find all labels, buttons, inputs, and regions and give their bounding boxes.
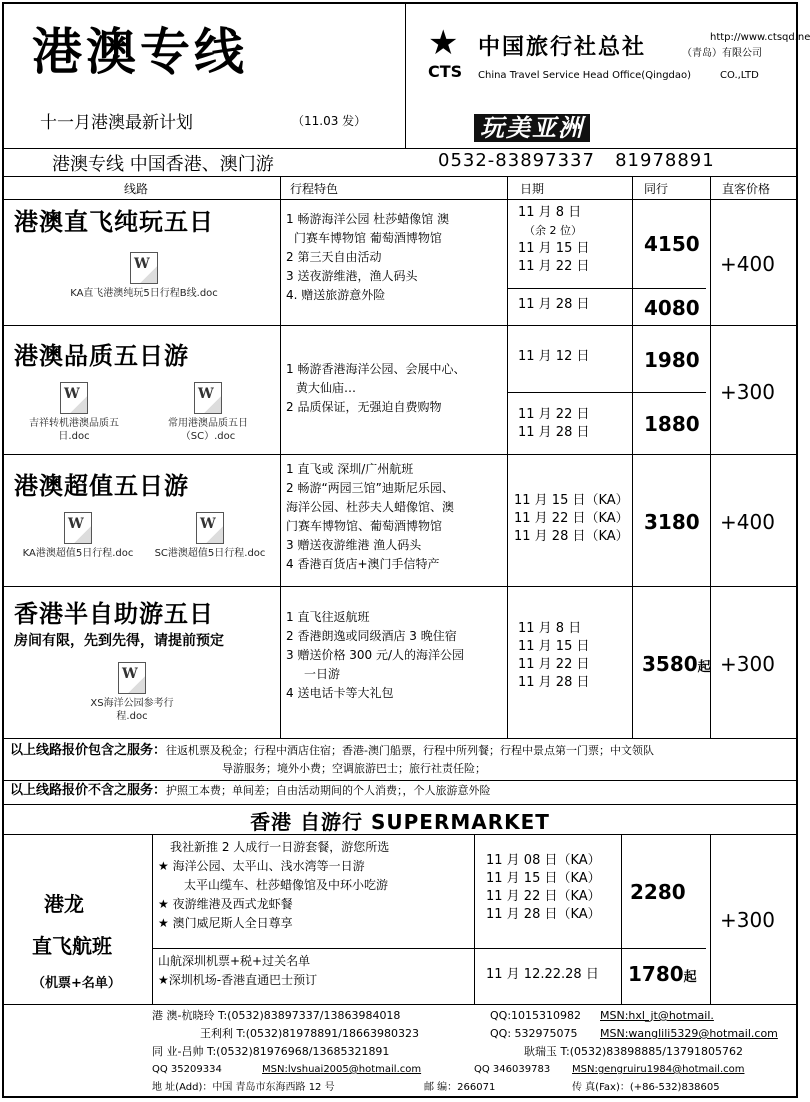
doc-label: XS海洋公园参考行程.doc — [90, 698, 174, 722]
feature-line: 2 畅游“两园三馆”迪斯尼乐园、 — [286, 481, 454, 495]
logo-text: CTS — [428, 62, 463, 81]
route-features — [286, 360, 506, 417]
feature-line: 3 赠送夜游维港 渔人码头 — [286, 538, 422, 552]
route-features — [286, 608, 506, 703]
peer-price: 4150 — [644, 232, 700, 256]
peer-price: 4080 — [644, 296, 700, 320]
date-item: 11 月 28 日 — [518, 425, 590, 440]
doc-attachment[interactable] — [64, 252, 224, 300]
line-label: 港澳专线 中国香港、澳门游 — [52, 154, 274, 175]
package-item: 太平山缆车、杜莎蜡像馆及中环小吃游 — [184, 878, 389, 892]
date-item: 11 月 12.22.28 日 — [486, 967, 599, 982]
route-note: 房间有限，先到先得，请提前预定 — [14, 633, 224, 649]
msn-link[interactable]: MSN:lvshuai2005@hotmail.com — [262, 1064, 422, 1075]
word-doc-icon: W — [64, 512, 92, 544]
word-doc-icon: W — [60, 382, 88, 414]
direct-surcharge: +300 — [720, 908, 775, 932]
package-item: ★ 澳门威尼斯人全日尊享 — [158, 916, 293, 930]
contact-peer-1: 同 业-吕帅 T:(0532)81976968/13685321891 — [152, 1045, 390, 1058]
date-item: 11 月 28 日（KA） — [514, 529, 629, 544]
peer-price-group — [642, 652, 711, 676]
word-doc-icon: W — [130, 252, 158, 284]
plan-subtitle: 十一月港澳最新计划 — [40, 113, 193, 133]
ticket-note: （机票+名单） — [32, 976, 121, 991]
col-divider — [710, 834, 711, 1004]
included-services — [10, 742, 794, 760]
direct-surcharge: +400 — [720, 510, 775, 534]
route-name: 港澳品质五日游 — [14, 342, 189, 370]
divider — [4, 586, 796, 587]
date-item: 11 月 08 日（KA） — [486, 853, 601, 868]
divider — [4, 780, 796, 781]
feature-line: 1 直飞或 深圳/广州航班 — [286, 462, 414, 476]
date-item: 11 月 28 日 — [518, 297, 590, 312]
flight-type: 直飞航班 — [32, 934, 112, 958]
date-item: 11 月 22 日 — [518, 259, 590, 274]
feature-line: 4. 赠送旅游意外险 — [286, 288, 386, 302]
doc-label: KA直飞港澳纯玩5日行程B线.doc — [70, 288, 218, 299]
col-divider — [621, 834, 622, 1004]
date-item: 11 月 22 日（KA） — [486, 889, 601, 904]
route-name: 港澳直飞纯玩五日 — [14, 208, 214, 236]
date-item: 11 月 8 日 — [518, 205, 582, 220]
doc-label: 吉祥转机港澳品质五日.doc — [29, 418, 119, 442]
price-suffix: 起 — [683, 970, 697, 985]
contact-qq: QQ 35209334 — [152, 1064, 222, 1075]
divider — [4, 454, 796, 455]
travel-flyer — [2, 2, 810, 1098]
issue-date: （11.03 发） — [292, 114, 367, 128]
contact-phone: 0532-83897337 81978891 — [438, 150, 715, 171]
package-item: ★ 夜游维港及西式龙虾餐 — [158, 897, 293, 911]
divider — [507, 288, 706, 289]
feature-line: 1 直飞往返航班 — [286, 610, 370, 624]
route-name: 港澳超值五日游 — [14, 472, 189, 500]
doc-attachment[interactable] — [128, 382, 288, 443]
col-header-features: 行程特色 — [290, 182, 339, 196]
feature-line: 一日游 — [304, 667, 341, 681]
date-list — [486, 852, 601, 924]
agency-name-en: China Travel Service Head Office(Qingdao) — [478, 70, 692, 81]
col-header-direct: 直客价格 — [722, 182, 771, 196]
feature-line: 4 送电话卡等大礼包 — [286, 686, 394, 700]
package-item: 山航深圳机票+税+过关名单 — [158, 954, 311, 968]
feature-line: 门赛车博物馆、葡萄酒博物馆 — [286, 519, 443, 533]
peer-price-group — [628, 962, 697, 986]
slogan: 玩美亚洲 — [474, 114, 590, 142]
package-intro: 我社新推 2 人成行一日游套餐，游您所选 — [170, 840, 390, 854]
col-header-dates: 日期 — [520, 182, 545, 196]
word-doc-icon: W — [196, 512, 224, 544]
date-item: 11 月 28 日（KA） — [486, 907, 601, 922]
agency-en-suffix: CO.,LTD — [720, 70, 759, 81]
included-text: 往返机票及税金；行程中酒店住宿；香港-澳门船票，行程中所列餐；行程中景点第一门票；中文领队 — [166, 744, 654, 757]
excluded-text: 护照工本费；单间差；自由活动期间的个人消费；，个人旅游意外险 — [166, 784, 491, 797]
divider — [4, 199, 796, 200]
airline-name: 港龙 — [44, 892, 84, 916]
postcode: 邮 编：266071 — [424, 1082, 496, 1093]
word-doc-icon: W — [118, 662, 146, 694]
date-item: 11 月 15 日 — [518, 639, 590, 654]
feature-line: 3 送夜游维港，渔人码头 — [286, 269, 418, 283]
date-list — [518, 204, 589, 276]
contact-msn[interactable] — [600, 1026, 778, 1041]
date-item: 11 月 8 日 — [518, 621, 582, 636]
date-list — [518, 296, 589, 314]
date-item: 11 月 22 日 — [518, 407, 590, 422]
col-header-route: 线路 — [124, 182, 149, 196]
divider — [4, 834, 796, 835]
feature-line: 黄大仙庙… — [296, 381, 357, 395]
header-divider — [405, 4, 406, 148]
contact-qq: QQ 346039783 — [474, 1064, 551, 1075]
contact-msn[interactable] — [262, 1062, 421, 1077]
peer-price: 3580 — [642, 652, 698, 676]
doc-attachment[interactable] — [130, 512, 290, 560]
contact-hk-2: 王利利 T:(0532)81978891/18663980323 — [200, 1027, 419, 1040]
feature-line: 3 赠送价格 300 元/人的海洋公园 — [286, 648, 465, 662]
contact-msn[interactable] — [572, 1062, 744, 1077]
direct-surcharge: +300 — [720, 652, 775, 676]
included-text-cont: 导游服务；境外小费；空调旅游巴士；旅行社责任险； — [222, 762, 486, 775]
package-features — [158, 838, 474, 933]
date-list — [518, 406, 589, 442]
contact-msn[interactable] — [600, 1008, 714, 1023]
doc-attachment[interactable] — [52, 662, 212, 723]
msn-link[interactable]: MSN:wanglili5329@hotmail.com — [600, 1027, 778, 1040]
divider — [507, 392, 706, 393]
date-list — [518, 620, 589, 692]
peer-price: 1880 — [644, 412, 700, 436]
peer-price: 1780 — [628, 962, 684, 986]
col-divider — [507, 176, 508, 738]
date-list — [518, 348, 589, 366]
divider — [4, 1004, 796, 1005]
date-item: 11 月 15 日（KA） — [486, 871, 601, 886]
divider — [4, 738, 796, 739]
peer-price: 1980 — [644, 348, 700, 372]
direct-surcharge: +400 — [720, 252, 775, 276]
doc-label: 常用港澳品质五日（SC）.doc — [168, 418, 248, 442]
feature-line: 2 品质保证，无强迫自费购物 — [286, 400, 442, 414]
divider — [4, 148, 796, 149]
col-divider — [474, 834, 475, 1004]
date-item: 11 月 15 日 — [518, 241, 590, 256]
included-label: 以上线路报价包含之服务： — [10, 743, 167, 758]
feature-line: 4 香港百货店+澳门手信特产 — [286, 557, 440, 571]
feature-line: 海洋公园、杜莎夫人蜡像馆、澳 — [286, 500, 455, 514]
date-item: 11 月 28 日 — [518, 675, 590, 690]
direct-surcharge: +300 — [720, 380, 775, 404]
doc-label: SC港澳超值5日行程.doc — [154, 548, 266, 559]
peer-price: 3180 — [644, 510, 700, 534]
feature-line: 1 畅游海洋公园 杜莎蜡像馆 澳 — [286, 212, 450, 226]
date-list — [486, 966, 599, 984]
slogan-banner — [474, 108, 590, 143]
route-features — [286, 210, 506, 305]
msn-link[interactable]: MSN:hxl_jt@hotmail. — [600, 1009, 714, 1022]
date-list — [514, 492, 629, 546]
website: http://www.ctsqd.ne — [710, 32, 810, 43]
fax: 传 真(Fax)：(+86-532)838605 — [572, 1082, 720, 1093]
contact-qq: QQ:1015310982 — [490, 1009, 582, 1022]
feature-line: 1 畅游香港海洋公园、会展中心、 — [286, 362, 466, 376]
cts-star-icon: ★ — [428, 23, 459, 63]
contact-peer-2: 耿瑞玉 T:(0532)83898885/13791805762 — [524, 1045, 743, 1058]
divider — [4, 804, 796, 805]
col-divider — [152, 834, 153, 1004]
excluded-label: 以上线路报价不含之服务： — [10, 783, 167, 798]
date-item: 11 月 12 日 — [518, 349, 590, 364]
divider — [4, 325, 796, 326]
address: 地 址(Add)：中国 青岛市东海西路 12 号 — [152, 1082, 335, 1093]
peer-price: 2280 — [630, 880, 686, 904]
package-features — [158, 952, 474, 990]
date-note: （余 2 位） — [524, 224, 582, 237]
doc-label: KA港澳超值5日行程.doc — [22, 548, 134, 559]
package-item: ★深圳机场-香港直通巴士预订 — [158, 973, 318, 987]
price-suffix: 起 — [697, 660, 711, 675]
col-header-peer: 同行 — [644, 182, 669, 196]
date-item: 11 月 15 日（KA） — [514, 493, 629, 508]
feature-line: 2 香港朗逸或同级酒店 3 晚住宿 — [286, 629, 457, 643]
supermarket-title: 香港 自游行 SUPERMARKET — [250, 810, 550, 834]
col-divider — [632, 176, 633, 738]
contact-qq: QQ: 532975075 — [490, 1027, 578, 1040]
msn-link[interactable]: MSN:gengruiru1984@hotmail.com — [572, 1064, 745, 1075]
word-doc-icon: W — [194, 382, 222, 414]
route-features — [286, 460, 506, 574]
main-title: 港澳专线 — [32, 22, 248, 81]
agency-name-cn: 中国旅行社总社 — [478, 34, 647, 60]
date-item: 11 月 22 日（KA） — [514, 511, 629, 526]
divider — [4, 176, 796, 177]
col-divider — [280, 176, 281, 738]
agency-branch: （青岛）有限公司 — [682, 48, 762, 59]
route-name: 香港半自助游五日 — [14, 600, 214, 628]
excluded-services — [10, 782, 491, 800]
date-item: 11 月 22 日 — [518, 657, 590, 672]
contact-hk-1: 港 澳-杭晓玲 T:(0532)83897337/13863984018 — [152, 1009, 401, 1022]
divider — [152, 948, 706, 949]
package-item: ★ 海洋公园、太平山、浅水湾等一日游 — [158, 859, 365, 873]
feature-line: 门赛车博物馆 葡萄酒博物馆 — [294, 231, 442, 245]
feature-line: 2 第三天自由活动 — [286, 250, 382, 264]
